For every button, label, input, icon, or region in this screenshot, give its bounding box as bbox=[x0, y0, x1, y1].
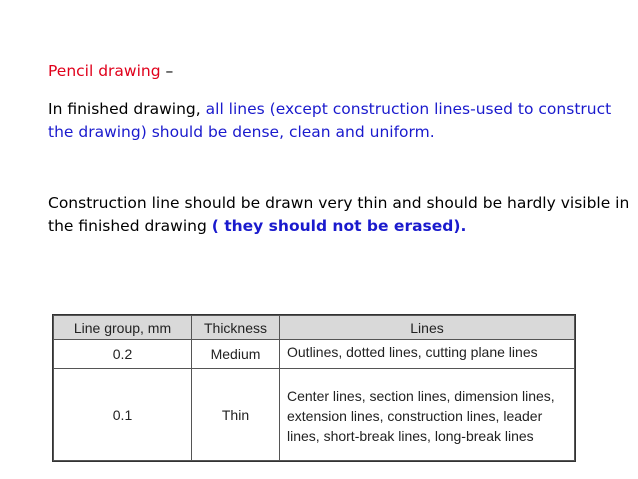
cell-group: 0.1 bbox=[54, 369, 192, 461]
line-group-table bbox=[52, 314, 576, 462]
cell-thickness: Thin bbox=[192, 369, 280, 461]
table-row bbox=[54, 369, 575, 461]
cell-lines: Center lines, section lines, dimension lines, extension lines, construction lines, leader lines, short-break lines, long-break lines bbox=[280, 369, 575, 461]
header-lines: Lines bbox=[280, 316, 575, 340]
cell-group: 0.2 bbox=[54, 340, 192, 369]
paragraph-construction-line bbox=[48, 192, 638, 238]
section-heading bbox=[48, 62, 173, 80]
heading-dash: – bbox=[160, 62, 174, 80]
paragraph2-highlight: ( they should not be erased). bbox=[211, 217, 467, 235]
paragraph1-lead: In finished drawing, bbox=[48, 100, 206, 118]
heading-title: Pencil drawing bbox=[48, 62, 161, 80]
line-table bbox=[53, 315, 575, 461]
cell-thickness: Medium bbox=[192, 340, 280, 369]
paragraph-finished-drawing bbox=[48, 98, 633, 144]
table-row bbox=[54, 340, 575, 369]
paragraph1-highlight: all lines (except construction lines-used to construct the drawing) should be dense, clean and uniform. bbox=[48, 100, 612, 141]
paragraph2-lead: Construction line should be drawn very thin and should be hardly visible in the finished drawing bbox=[48, 194, 630, 235]
cell-lines: Outlines, dotted lines, cutting plane lines bbox=[280, 340, 575, 369]
table-header-row bbox=[54, 316, 575, 340]
header-line-group: Line group, mm bbox=[54, 316, 192, 340]
header-thickness: Thickness bbox=[192, 316, 280, 340]
